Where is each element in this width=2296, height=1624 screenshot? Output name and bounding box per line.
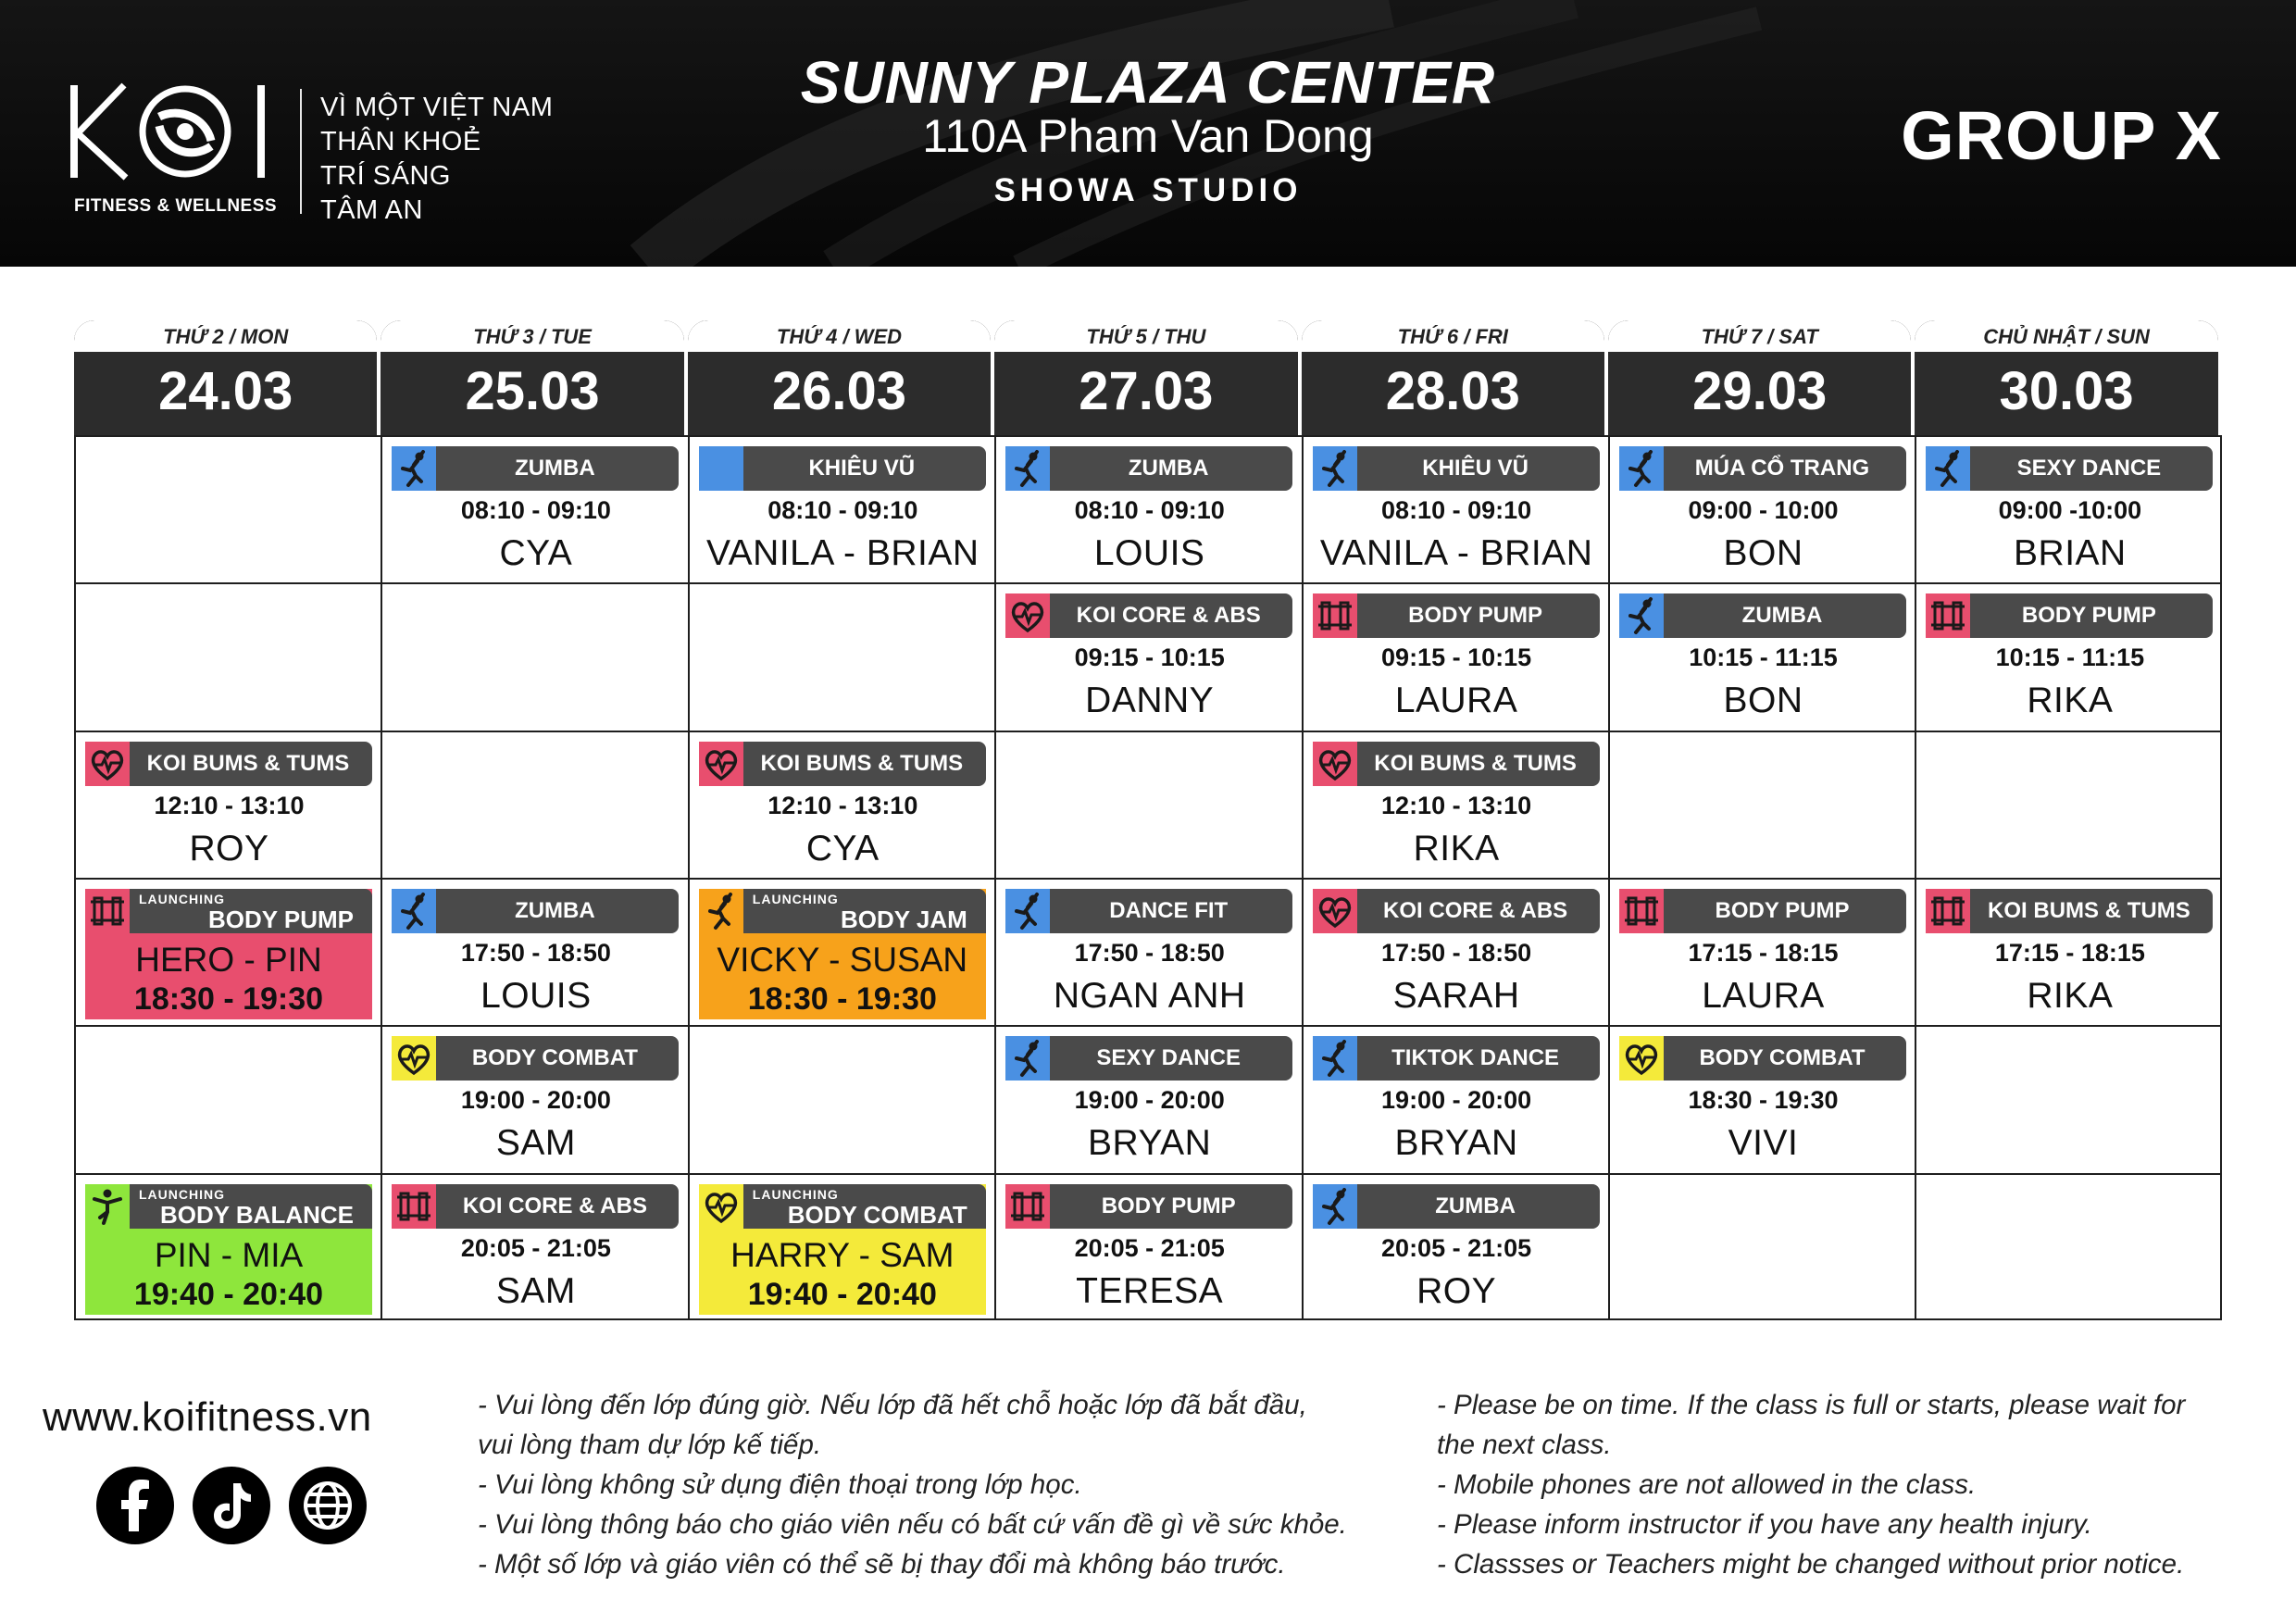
- class-header-bar: [1313, 446, 1600, 491]
- class-header-bar: [1619, 889, 1906, 933]
- day-name: THỨ 2 / MON: [74, 320, 377, 352]
- class-name: BODY PUMP: [1408, 603, 1543, 629]
- launching-class: [699, 1184, 986, 1315]
- class-cell[interactable]: [996, 880, 1303, 1027]
- barbell-icon: [1005, 1184, 1050, 1229]
- class-header-bar: [1619, 593, 1906, 638]
- class-header-bar: [1619, 1036, 1906, 1081]
- class-cell[interactable]: [76, 880, 382, 1027]
- class-teacher: TERESA: [1076, 1270, 1224, 1311]
- class-teacher: LAURA: [1394, 681, 1518, 721]
- class-header-bar: [1313, 742, 1600, 786]
- class-time: 09:00 -10:00: [1998, 496, 2142, 524]
- day-date: 30.03: [1999, 361, 2134, 421]
- class-time: 17:50 - 18:50: [1381, 938, 1532, 967]
- day-name: THỨ 7 / SAT: [1608, 320, 1911, 352]
- class-time: 17:50 - 18:50: [460, 938, 611, 967]
- balance-icon: [85, 1184, 130, 1229]
- class-time: 12:10 - 13:10: [154, 791, 305, 819]
- class-name: SEXY DANCE: [1096, 1045, 1241, 1071]
- day-date: 28.03: [1385, 361, 1520, 421]
- class-teacher: HERO - PIN: [135, 940, 322, 979]
- class-time: 08:10 - 09:10: [1074, 496, 1225, 524]
- class-time: 20:05 - 21:05: [460, 1233, 611, 1262]
- day-date: 24.03: [158, 361, 293, 421]
- website-link[interactable]: www.koifitness.vn: [43, 1394, 372, 1440]
- rules-english: [1437, 1385, 2185, 1584]
- class-cell[interactable]: [1610, 1027, 1916, 1174]
- tagline-line: VÌ MỘT VIỆT NAM: [320, 93, 554, 122]
- dance-icon: [1005, 1036, 1050, 1081]
- class-name: BODY PUMP: [2021, 603, 2156, 629]
- class-teacher: BRIAN: [2014, 533, 2127, 573]
- class-teacher: RIKA: [2027, 681, 2114, 721]
- brand-tagline: [320, 91, 553, 228]
- class-time: 17:15 - 18:15: [1994, 938, 2145, 967]
- heart-pulse-icon: [699, 742, 743, 786]
- class-teacher: BON: [1723, 533, 1803, 573]
- header-banner: [0, 0, 2296, 267]
- class-time: 09:15 - 10:15: [1381, 643, 1532, 672]
- class-header-bar: [1926, 446, 2213, 491]
- class-teacher: RIKA: [2027, 975, 2114, 1016]
- dance-icon: [1926, 446, 1970, 491]
- class-time: 10:15 - 11:15: [1995, 643, 2145, 672]
- class-name: ZUMBA: [1128, 456, 1209, 481]
- logo-subtitle: FITNESS & WELLNESS: [74, 196, 278, 216]
- class-teacher: BRYAN: [1088, 1123, 1212, 1164]
- class-header-bar: [85, 889, 372, 933]
- class-cell[interactable]: [1610, 880, 1916, 1027]
- class-teacher: ROY: [1416, 1270, 1497, 1311]
- class-name: BODY COMBAT: [787, 1200, 967, 1229]
- barbell-icon: [1926, 593, 1970, 638]
- class-name: ZUMBA: [1435, 1193, 1516, 1218]
- center-address: 110A Pham Van Dong: [922, 110, 1374, 162]
- class-teacher: VICKY - SUSAN: [717, 940, 968, 979]
- class-cell[interactable]: [1610, 584, 1916, 731]
- class-teacher: RIKA: [1413, 828, 1500, 868]
- class-time: 08:10 - 09:10: [1381, 496, 1532, 524]
- barbell-icon: [392, 1184, 436, 1229]
- class-header-bar: [392, 1184, 679, 1229]
- class-teacher: HARRY - SAM: [730, 1235, 955, 1274]
- class-cell[interactable]: [382, 1027, 689, 1174]
- day-header: [994, 320, 1297, 435]
- class-header-bar: [699, 446, 986, 491]
- class-name: BODY PUMP: [1101, 1193, 1236, 1218]
- class-header-bar: [1313, 593, 1600, 638]
- class-cell[interactable]: [996, 1027, 1303, 1174]
- class-header-bar: [85, 742, 372, 786]
- class-time: 12:10 - 13:10: [1381, 791, 1532, 819]
- class-header-bar: [1926, 889, 2213, 933]
- class-name: BODY BALANCE: [160, 1200, 354, 1229]
- rule-line: - Vui lòng không sử dụng điện thoại trong lớp học.: [478, 1469, 1082, 1500]
- class-header-bar: [392, 1036, 679, 1081]
- class-name: MÚA CỔ TRANG: [1694, 456, 1870, 481]
- barbell-icon: [1313, 593, 1357, 638]
- class-cell[interactable]: [1304, 880, 1610, 1027]
- class-cell[interactable]: [1916, 584, 2223, 731]
- day-header: [688, 320, 991, 435]
- day-header: [1302, 320, 1604, 435]
- launching-class: [85, 889, 372, 1019]
- tagline-line: THÂN KHOẺ: [320, 127, 481, 156]
- class-name: KHIÊU VŨ: [808, 456, 916, 481]
- class-time: 17:50 - 18:50: [1074, 938, 1225, 967]
- day-name: THỨ 6 / FRI: [1302, 320, 1604, 352]
- class-cell[interactable]: [996, 584, 1303, 731]
- class-cell[interactable]: [1304, 584, 1610, 731]
- class-header-bar: [392, 446, 679, 491]
- day-header: [1915, 320, 2217, 435]
- class-name: KOI BUMS & TUMS: [760, 750, 964, 776]
- class-cell[interactable]: [382, 880, 689, 1027]
- class-time: 08:10 - 09:10: [767, 496, 918, 524]
- heart-pulse-icon: [1313, 742, 1357, 786]
- class-cell[interactable]: [1304, 732, 1610, 880]
- class-header-bar: [1926, 593, 2213, 638]
- class-teacher: SARAH: [1392, 975, 1520, 1016]
- launching-class: [699, 889, 986, 1019]
- class-name: DANCE FIT: [1109, 897, 1229, 923]
- class-name: KOI BUMS & TUMS: [146, 750, 350, 776]
- class-header-bar: [1005, 593, 1292, 638]
- class-header-bar: [699, 889, 986, 933]
- class-name: BODY JAM: [841, 905, 967, 933]
- launching-class: [85, 1184, 372, 1315]
- brand-logo: [67, 80, 585, 228]
- class-name: BODY PUMP: [208, 905, 354, 933]
- class-time: 19:00 - 20:00: [1381, 1086, 1532, 1115]
- class-cell[interactable]: [382, 1175, 689, 1322]
- launching-tag: LAUNCHING: [139, 1186, 225, 1202]
- class-cell[interactable]: [996, 1175, 1303, 1322]
- tagline-line: TÂM AN: [320, 195, 423, 225]
- class-header-bar: [85, 1184, 372, 1229]
- dance-icon: [392, 446, 436, 491]
- class-name: SEXY DANCE: [2016, 456, 2162, 481]
- dance-icon: [1619, 593, 1664, 638]
- class-header-bar: [1313, 889, 1600, 933]
- class-time: 19:40 - 20:40: [747, 1276, 937, 1312]
- class-teacher: VIVI: [1728, 1123, 1799, 1164]
- class-name: BODY COMBAT: [1699, 1045, 1866, 1071]
- class-time: 09:00 - 10:00: [1688, 496, 1839, 524]
- class-cell[interactable]: [1916, 880, 2223, 1027]
- heart-pulse-icon: [1619, 1036, 1664, 1081]
- class-header-bar: [1005, 1184, 1292, 1229]
- rule-line: - Vui lòng đến lớp đúng giờ. Nếu lớp đã hết chỗ hoặc lớp đã bắt đầu,: [478, 1390, 1307, 1420]
- class-cell[interactable]: [76, 732, 382, 880]
- group-x-label: GROUP X: [1901, 97, 2222, 174]
- rule-line: - Classses or Teachers might be changed without prior notice.: [1437, 1549, 2185, 1580]
- class-cell[interactable]: [1610, 437, 1916, 584]
- day-header: [1608, 320, 1911, 435]
- class-name: ZUMBA: [515, 897, 595, 923]
- rules-vietnamese: [478, 1385, 1347, 1584]
- class-teacher: LOUIS: [480, 975, 592, 1016]
- class-header-bar: [1313, 1036, 1600, 1081]
- class-teacher: BRYAN: [1394, 1123, 1518, 1164]
- barbell-icon: [1619, 889, 1664, 933]
- day-name: THỨ 3 / TUE: [381, 320, 683, 352]
- class-teacher: ROY: [189, 828, 269, 868]
- class-name: KOI BUMS & TUMS: [1374, 750, 1577, 776]
- rule-line: - Vui lòng thông báo cho giáo viên nếu có bất cứ vấn đề gì về sức khỏe.: [478, 1509, 1347, 1540]
- rule-line: vui lòng tham dự lớp kế tiếp.: [478, 1430, 822, 1460]
- class-cell[interactable]: [690, 1175, 996, 1322]
- heart-pulse-icon: [85, 742, 130, 786]
- class-time: 12:10 - 13:10: [767, 791, 918, 819]
- class-teacher: LAURA: [1702, 975, 1825, 1016]
- day-date: 25.03: [465, 361, 600, 421]
- facebook-icon[interactable]: [96, 1467, 174, 1544]
- class-name: KOI BUMS & TUMS: [1988, 897, 2190, 923]
- class-time: 18:30 - 19:30: [747, 981, 937, 1017]
- class-cell[interactable]: [996, 437, 1303, 584]
- logo-divider: [300, 89, 302, 214]
- schedule-grid: [74, 435, 2222, 1320]
- class-time: 19:00 - 20:00: [460, 1086, 611, 1115]
- class-time: 19:40 - 20:40: [133, 1276, 324, 1312]
- class-teacher: DANNY: [1085, 681, 1215, 721]
- class-teacher: CYA: [499, 533, 573, 573]
- class-cell[interactable]: [690, 437, 996, 584]
- studio-name: SHOWA STUDIO: [993, 172, 1303, 208]
- class-teacher: CYA: [805, 828, 880, 868]
- class-name: TIKTOK DANCE: [1391, 1045, 1560, 1071]
- class-cell[interactable]: [1916, 437, 2223, 584]
- class-cell[interactable]: [690, 732, 996, 880]
- class-header-bar: [1005, 889, 1292, 933]
- class-name: KOI CORE & ABS: [462, 1193, 647, 1218]
- class-cell[interactable]: [382, 437, 689, 584]
- class-teacher: SAM: [495, 1270, 576, 1311]
- heart-pulse-icon: [392, 1036, 436, 1081]
- class-name: KOI CORE & ABS: [1383, 897, 1568, 923]
- day-header: [74, 320, 377, 435]
- launching-tag: LAUNCHING: [752, 891, 839, 906]
- blank-icon: [699, 446, 743, 491]
- rule-line: - Please inform instructor if you have any health injury.: [1437, 1509, 2092, 1540]
- class-name: BODY COMBAT: [471, 1045, 638, 1071]
- class-time: 19:00 - 20:00: [1074, 1086, 1225, 1115]
- dance-icon: [1313, 446, 1357, 491]
- barbell-icon: [85, 889, 130, 933]
- dance-icon: [1619, 446, 1664, 491]
- rule-line: the next class.: [1437, 1430, 1612, 1460]
- dance-icon: [392, 889, 436, 933]
- class-name: KOI CORE & ABS: [1076, 603, 1261, 629]
- class-time: 09:15 - 10:15: [1074, 643, 1225, 672]
- heart-pulse-icon: [699, 1184, 743, 1229]
- class-cell[interactable]: [76, 1175, 382, 1322]
- dance-icon: [699, 889, 743, 933]
- class-header-bar: [1619, 446, 1906, 491]
- class-time: 20:05 - 21:05: [1381, 1233, 1532, 1262]
- tiktok-icon[interactable]: [193, 1467, 270, 1544]
- class-teacher: SAM: [495, 1123, 576, 1164]
- barbell-icon: [1926, 889, 1970, 933]
- class-header-bar: [699, 1184, 986, 1229]
- class-teacher: BON: [1723, 681, 1803, 721]
- rule-line: - Please be on time. If the class is full or starts, please wait for: [1437, 1390, 2186, 1420]
- class-header-bar: [1313, 1184, 1600, 1229]
- dance-icon: [1005, 446, 1050, 491]
- class-header-bar: [1005, 446, 1292, 491]
- class-teacher: PIN - MIA: [154, 1235, 304, 1274]
- day-date: 29.03: [1692, 361, 1828, 421]
- globe-icon[interactable]: [289, 1467, 367, 1544]
- class-time: 18:30 - 19:30: [133, 981, 324, 1017]
- dance-icon: [1313, 1184, 1357, 1229]
- koi-logo-icon: [67, 80, 289, 189]
- dance-icon: [1313, 1036, 1357, 1081]
- class-time: 18:30 - 19:30: [1688, 1086, 1839, 1115]
- class-time: 08:10 - 09:10: [460, 496, 611, 524]
- day-name: THỨ 4 / WED: [688, 320, 991, 352]
- class-header-bar: [1005, 1036, 1292, 1081]
- rule-line: - Mobile phones are not allowed in the class.: [1437, 1469, 1977, 1500]
- day-name: CHỦ NHẬT / SUN: [1915, 320, 2217, 352]
- center-title: SUNNY PLAZA CENTER: [800, 49, 1496, 116]
- dance-icon: [1005, 889, 1050, 933]
- class-cell[interactable]: [1304, 1027, 1610, 1174]
- launching-tag: LAUNCHING: [752, 1186, 839, 1202]
- heart-pulse-icon: [1005, 593, 1050, 638]
- class-name: ZUMBA: [515, 456, 595, 481]
- class-cell[interactable]: [1304, 1175, 1610, 1322]
- rule-line: - Một số lớp và giáo viên có thể sẽ bị thay đổi mà không báo trước.: [478, 1549, 1286, 1580]
- day-date: 26.03: [771, 361, 907, 421]
- class-time: 20:05 - 21:05: [1074, 1233, 1225, 1262]
- class-name: KHIÊU VŨ: [1422, 456, 1529, 481]
- class-name: BODY PUMP: [1715, 897, 1850, 923]
- class-cell[interactable]: [1304, 437, 1610, 584]
- class-time: 10:15 - 11:15: [1689, 643, 1838, 672]
- class-teacher: NGAN ANH: [1053, 975, 1246, 1016]
- class-teacher: VANILA - BRIAN: [706, 533, 980, 573]
- class-header-bar: [392, 889, 679, 933]
- class-header-bar: [699, 742, 986, 786]
- tagline-line: TRÍ SÁNG: [320, 161, 451, 191]
- class-name: ZUMBA: [1741, 603, 1823, 629]
- class-teacher: LOUIS: [1093, 533, 1205, 573]
- class-teacher: VANILA - BRIAN: [1319, 533, 1593, 573]
- class-time: 17:15 - 18:15: [1688, 938, 1839, 967]
- day-date: 27.03: [1079, 361, 1214, 421]
- day-header: [381, 320, 683, 435]
- heart-pulse-icon: [1313, 889, 1357, 933]
- day-name: THỨ 5 / THU: [994, 320, 1297, 352]
- launching-tag: LAUNCHING: [139, 891, 225, 906]
- class-cell[interactable]: [690, 880, 996, 1027]
